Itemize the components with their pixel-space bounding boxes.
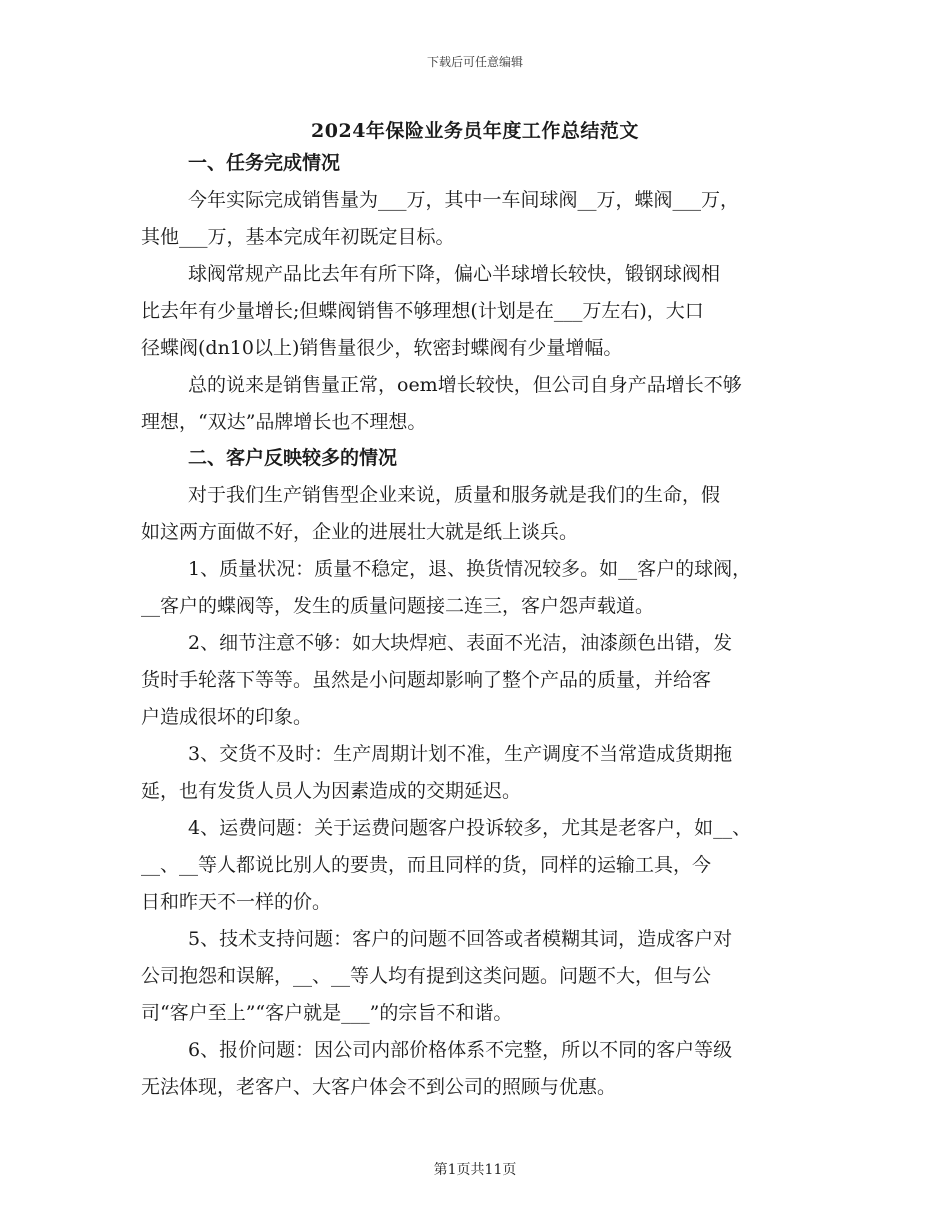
paragraph — [141, 736, 821, 810]
section-heading: 一、任务完成情况 — [188, 152, 341, 174]
paragraph-line: 延，也有发货人员人为因素造成的交期延迟。 — [141, 780, 522, 802]
paragraph-line: 4、运费问题：关于运费问题客户投诉较多，尤其是老客户，如__、 — [188, 817, 752, 839]
paragraph-line: 其他___万，基本完成年初既定目标。 — [141, 226, 455, 248]
paragraph-line: 日和昨天不一样的价。 — [141, 891, 332, 913]
paragraph — [141, 256, 821, 367]
paragraph-line: 公司抱怨和误解，__、__等人均有提到这类问题。问题不大，但与公 — [141, 965, 712, 987]
paragraph-line: 球阀常规产品比去年有所下降，偏心半球增长较快，锻钢球阀相 — [188, 263, 721, 285]
paragraph-line: 今年实际完成销售量为___万，其中一车间球阀__万，蝶阀___万， — [188, 189, 740, 211]
paragraph-line: 2、细节注意不够：如大块焊疤、表面不光洁，油漆颜色出错，发 — [188, 632, 733, 654]
paragraph — [141, 182, 821, 256]
paragraph-line: 户造成很坏的印象。 — [141, 706, 313, 728]
paragraph-line: 理想，“双达”品牌增长也不理想。 — [141, 411, 427, 433]
paragraph-line: 对于我们生产销售型企业来说，质量和服务就是我们的生命，假 — [188, 484, 721, 506]
paragraph-line: 货时手轮落下等等。虽然是小问题却影响了整个产品的质量，并给客 — [141, 669, 712, 691]
paragraph-line: 总的说来是销售量正常，oem增长较快，但公司自身产品增长不够 — [188, 374, 742, 396]
paragraph-line: 1、质量状况：质量不稳定，退、换货情况较多。如__客户的球阀， — [188, 558, 752, 580]
paragraph-line: 比去年有少量增长;但蝶阀销售不够理想(计划是在___万左右)，大口 — [141, 300, 704, 322]
paragraph-line: 6、报价问题：因公司内部价格体系不完整，所以不同的客户等级 — [188, 1039, 733, 1061]
paragraph — [141, 367, 821, 441]
paragraph — [141, 477, 821, 551]
paragraph — [141, 551, 821, 625]
paragraph-line: 司“客户至上”“客户就是___”的宗旨不和谐。 — [141, 1002, 513, 1024]
paragraph-line: 径蝶阀(dn10以上)销售量很少，软密封蝶阀有少量增幅。 — [141, 337, 623, 359]
header-note: 下载后可任意编辑 — [426, 55, 523, 69]
document-body — [141, 146, 821, 1106]
page-footer: 第1页共11页 — [433, 1162, 517, 1178]
paragraph — [141, 810, 821, 921]
paragraph — [141, 921, 821, 1032]
paragraph-line: __客户的蝶阀等，发生的质量问题接二连三，客户怨声载道。 — [141, 595, 655, 617]
paragraph — [141, 1032, 821, 1106]
paragraph-line: 5、技术支持问题：客户的问题不回答或者模糊其词，造成客户对 — [188, 928, 733, 950]
paragraph-line: __、__等人都说比别人的要贵，而且同样的货，同样的运输工具，今 — [141, 854, 712, 876]
section-heading: 二、客户反映较多的情况 — [188, 447, 398, 469]
paragraph — [141, 625, 821, 736]
paragraph-line: 如这两方面做不好，企业的进展壮大就是纸上谈兵。 — [141, 521, 579, 543]
paragraph-line: 无法体现，老客户、大客户体会不到公司的照顾与优惠。 — [141, 1076, 617, 1098]
paragraph-line: 3、交货不及时：生产周期计划不准，生产调度不当常造成货期拖 — [188, 743, 733, 765]
document-title: 2024年保险业务员年度工作总结范文 — [311, 120, 639, 142]
